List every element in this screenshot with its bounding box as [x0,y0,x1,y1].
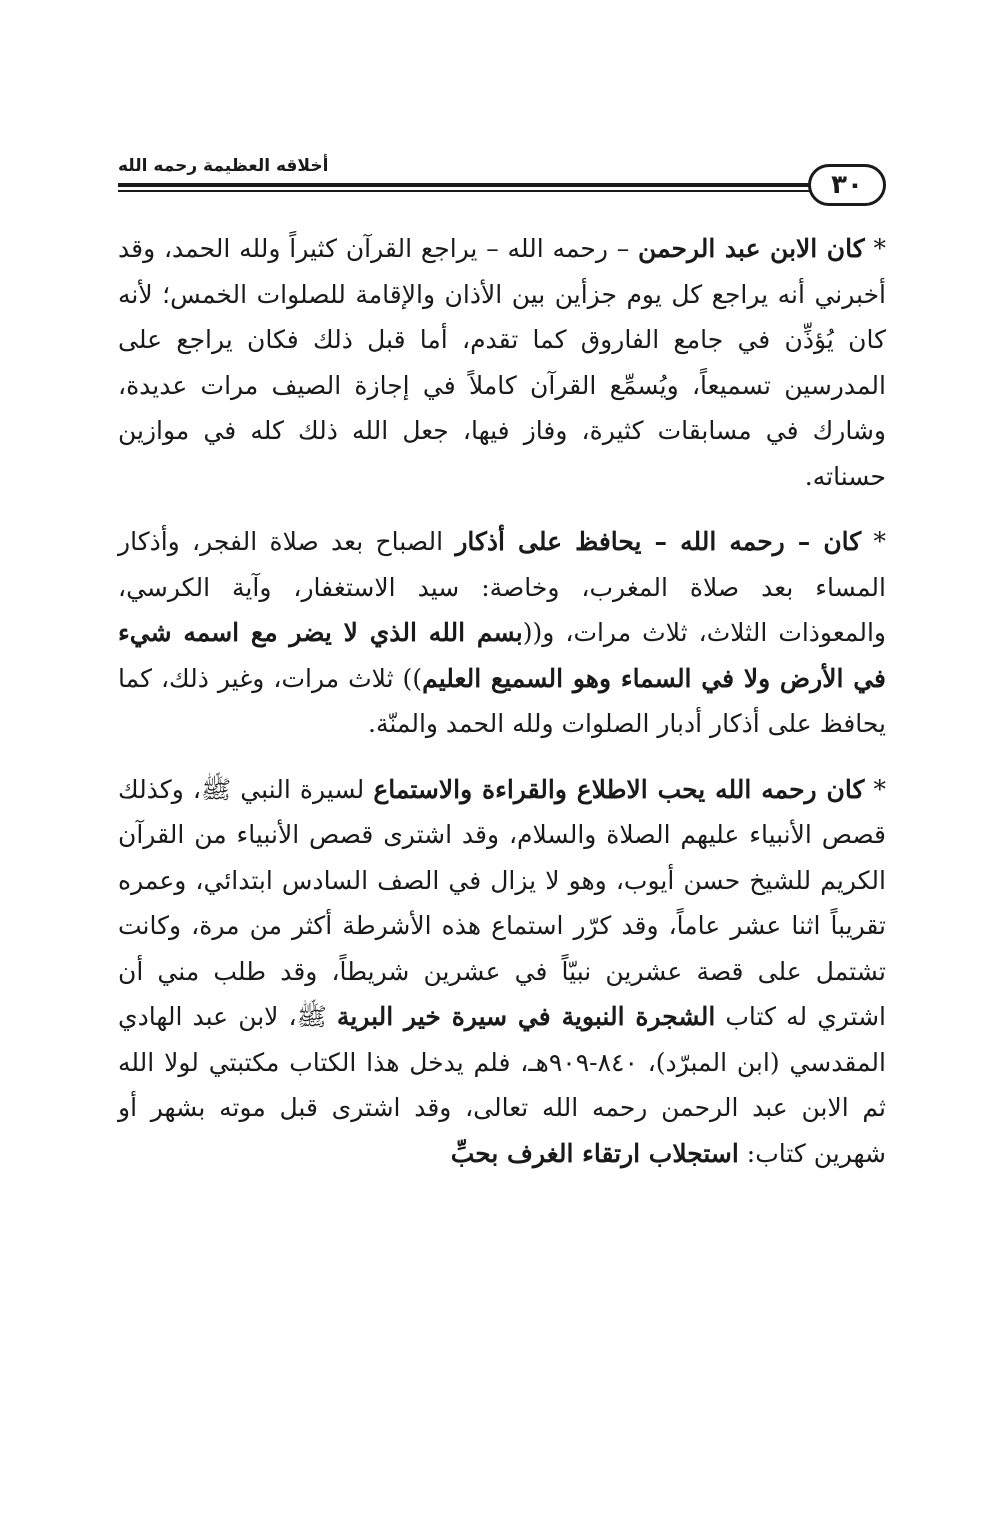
paragraph-3 [118,767,886,1177]
paragraph-2-bold-segment: بسم الله الذي لا يضر مع اسمه شيء في الأرض ولا في السماء وهو السميع العليم [118,618,886,693]
paragraph-3-bold-segment: استجلاب ارتقاء الغرف بحبِّ [450,1138,739,1168]
paragraph-1-segment: – رحمه الله – يراجع القرآن كثيراً ولله الحمد، وقد أخبرني أنه يراجع كل يوم جزأين بين الأذان والإقامة للصلوات الخمس؛ لأنه كان يُؤذِّن في جامع الفاروق كما تقدم، أما قبل ذلك فكان يراجع على المدرسين تسميعاً، ويُسمِّع القرآن كاملاً في إجازة الصيف مرات عديدة، وشارك في مسابقات كثيرة، وفاز فيها، جعل الله ذلك كله في موازين حسناته. [118,234,886,491]
paragraph-2-segment: * [861,527,886,556]
header-rule-thin [118,190,810,192]
paragraph-3-segment: * [864,774,886,804]
header-rule-thick [118,183,810,187]
body-text [118,226,886,1196]
page-header [118,150,886,210]
paragraph-3-segment: ﷺ، لابن عبد الهادي المقدسي (ابن المبرّد)، ٨٤٠-٩٠٩هـ، فلم يدخل هذا الكتاب مكتبتي لولا الله ثم الابن عبد الرحمن رحمه الله تعالى، وقد اشترى قبل موته بشهر أو شهرين كتاب: [118,1002,886,1168]
paragraph-2-bold-segment: كان – رحمه الله – يحافظ على أذكار [455,527,862,556]
paragraph-3-bold-segment: كان رحمه الله يحب الاطلاع والقراءة والاستماع [373,774,865,804]
paragraph-1 [118,226,886,499]
paragraph-1-segment: * [864,234,886,263]
paragraph-3-segment: لسيرة النبي ﷺ، وكذلك قصص الأنبياء عليهم الصلاة والسلام، وقد اشترى قصص الأنبياء من القرآن الكريم للشيخ حسن أيوب، وهو لا يزال في الصف السادس ابتدائي، وعمره تقريباً اثنا عشر عاماً، وقد كرّر استماع هذه الأشرطة أكثر من مرة، وكانت تشتمل على قصة عشرين نبيّاً في عشرين شريطاً، وقد طلب مني أن اشتري له كتاب [118,774,886,1031]
paragraph-3-bold-segment: الشجرة النبوية في سيرة خير البرية [336,1002,716,1031]
running-title: أخلاقه العظيمة رحمه الله [118,156,329,176]
paragraph-2 [118,519,886,747]
paragraph-2-segment: الصباح بعد صلاة الفجر، وأذكار المساء بعد صلاة المغرب، وخاصة: سيد الاستغفار، وآية الكرسي، والمعوذات الثلاث، ثلاث مرات، و(( [118,527,886,647]
page-number-frame [808,164,886,206]
paragraph-2-segment: )) ثلاث مرات، وغير ذلك، كما يحافظ على أذكار أدبار الصلوات ولله الحمد والمنّة. [118,663,886,738]
paragraph-1-bold-segment: كان الابن عبد الرحمن [638,234,865,263]
page-number: ٣٠ [831,170,863,200]
